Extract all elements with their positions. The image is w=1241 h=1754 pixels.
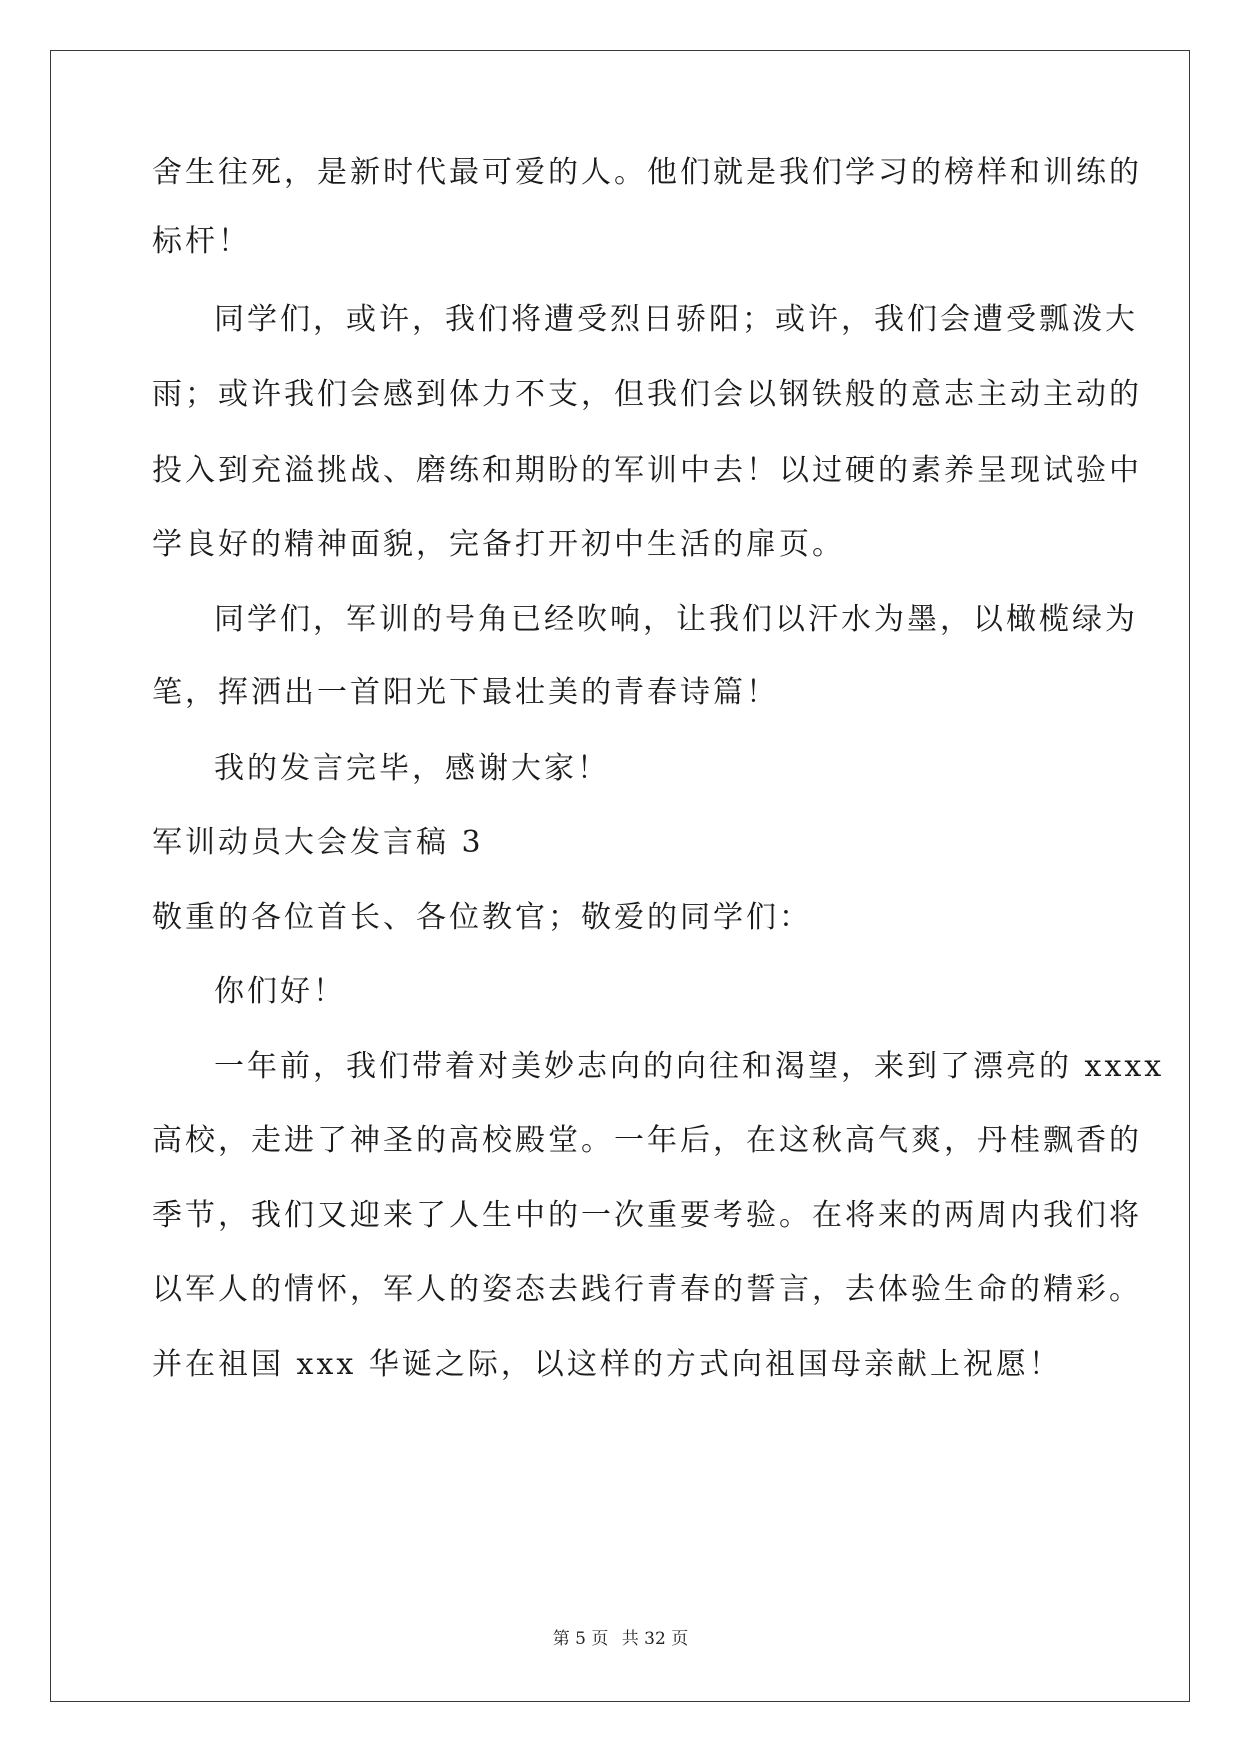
greeting: 你们好！	[214, 974, 346, 1009]
paragraph-start: 我的发言完毕，感谢大家！	[214, 751, 610, 786]
paragraph-start: 同学们，军训的号角已经吹响，让我们以汗水为墨，以橄榄绿为	[214, 602, 1138, 637]
text-line: 并在祖国 xxx 华诞之际，以这样的方式向祖国母亲献上祝愿！	[152, 1347, 1062, 1382]
page-border	[50, 50, 1190, 1702]
text-line: 学良好的精神面貌，完备打开初中生活的扉页。	[152, 527, 845, 562]
page-total: 共 32 页	[621, 1629, 689, 1649]
section-title: 军训动员大会发言稿 3	[152, 825, 484, 860]
text-line: 以军人的情怀，军人的姿态去践行青春的誓言，去体验生命的精彩。	[152, 1272, 1142, 1307]
text-line: 高校，走进了神圣的高校殿堂。一年后，在这秋高气爽，丹桂飘香的	[152, 1123, 1142, 1158]
text-line: 投入到充溢挑战、磨练和期盼的军训中去！以过硬的素养呈现试验中	[152, 453, 1142, 488]
page-number: 第 5 页	[552, 1629, 609, 1649]
text-line: 标杆！	[152, 224, 251, 259]
text-line: 季节，我们又迎来了人生中的一次重要考验。在将来的两周内我们将	[152, 1198, 1142, 1233]
text-line: 舍生往死，是新时代最可爱的人。他们就是我们学习的榜样和训练的	[152, 155, 1142, 190]
paragraph-start: 同学们，或许，我们将遭受烈日骄阳；或许，我们会遭受瓢泼大	[214, 302, 1138, 337]
text-line: 雨；或许我们会感到体力不支，但我们会以钢铁般的意志主动主动的	[152, 377, 1142, 412]
paragraph-start: 一年前，我们带着对美妙志向的向往和渴望，来到了漂亮的 xxxx	[214, 1049, 1165, 1084]
page-footer	[0, 1624, 1241, 1649]
text-line: 笔，挥洒出一首阳光下最壮美的青春诗篇！	[152, 675, 779, 710]
salutation: 敬重的各位首长、各位教官；敬爱的同学们：	[152, 900, 812, 935]
